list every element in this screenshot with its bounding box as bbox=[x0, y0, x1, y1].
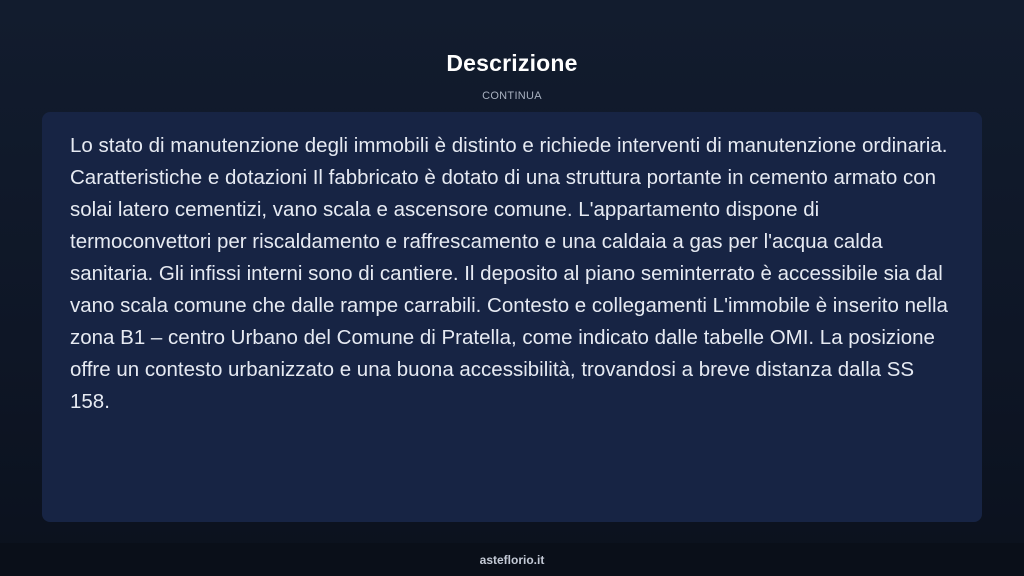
description-text: Lo stato di manutenzione degli immobili è distinto e richiede interventi di manutenzione ordinaria. Caratteristiche e dotazioni Il fabbricato è dotato di una struttura portante in cemento armato con solai latero cementizi, vano scala e ascensore comune. L'appartamento dispone di termoconvettori per riscaldamento e raffrescamento e una caldaia a gas per l'acqua calda sanitaria. Gli infissi interni sono di cantiere. Il deposito al piano seminterrato è accessibile sia dal vano scala comune che dalle rampe carrabili. Contesto e collegamenti L'immobile è inserito nella zona B1 – centro Urbano del Comune di Pratella, come indicato dalle tabelle OMI. La posizione offre un contesto urbanizzato e una buona accessibilità, trovandosi a breve distanza dalla SS 158. bbox=[70, 134, 948, 413]
footer-site-label: asteflorio.it bbox=[479, 553, 545, 567]
description-card bbox=[42, 112, 982, 522]
footer-bar bbox=[0, 543, 1024, 576]
page-subtitle: CONTINUA bbox=[482, 90, 542, 102]
page-title: Descrizione bbox=[446, 50, 578, 76]
